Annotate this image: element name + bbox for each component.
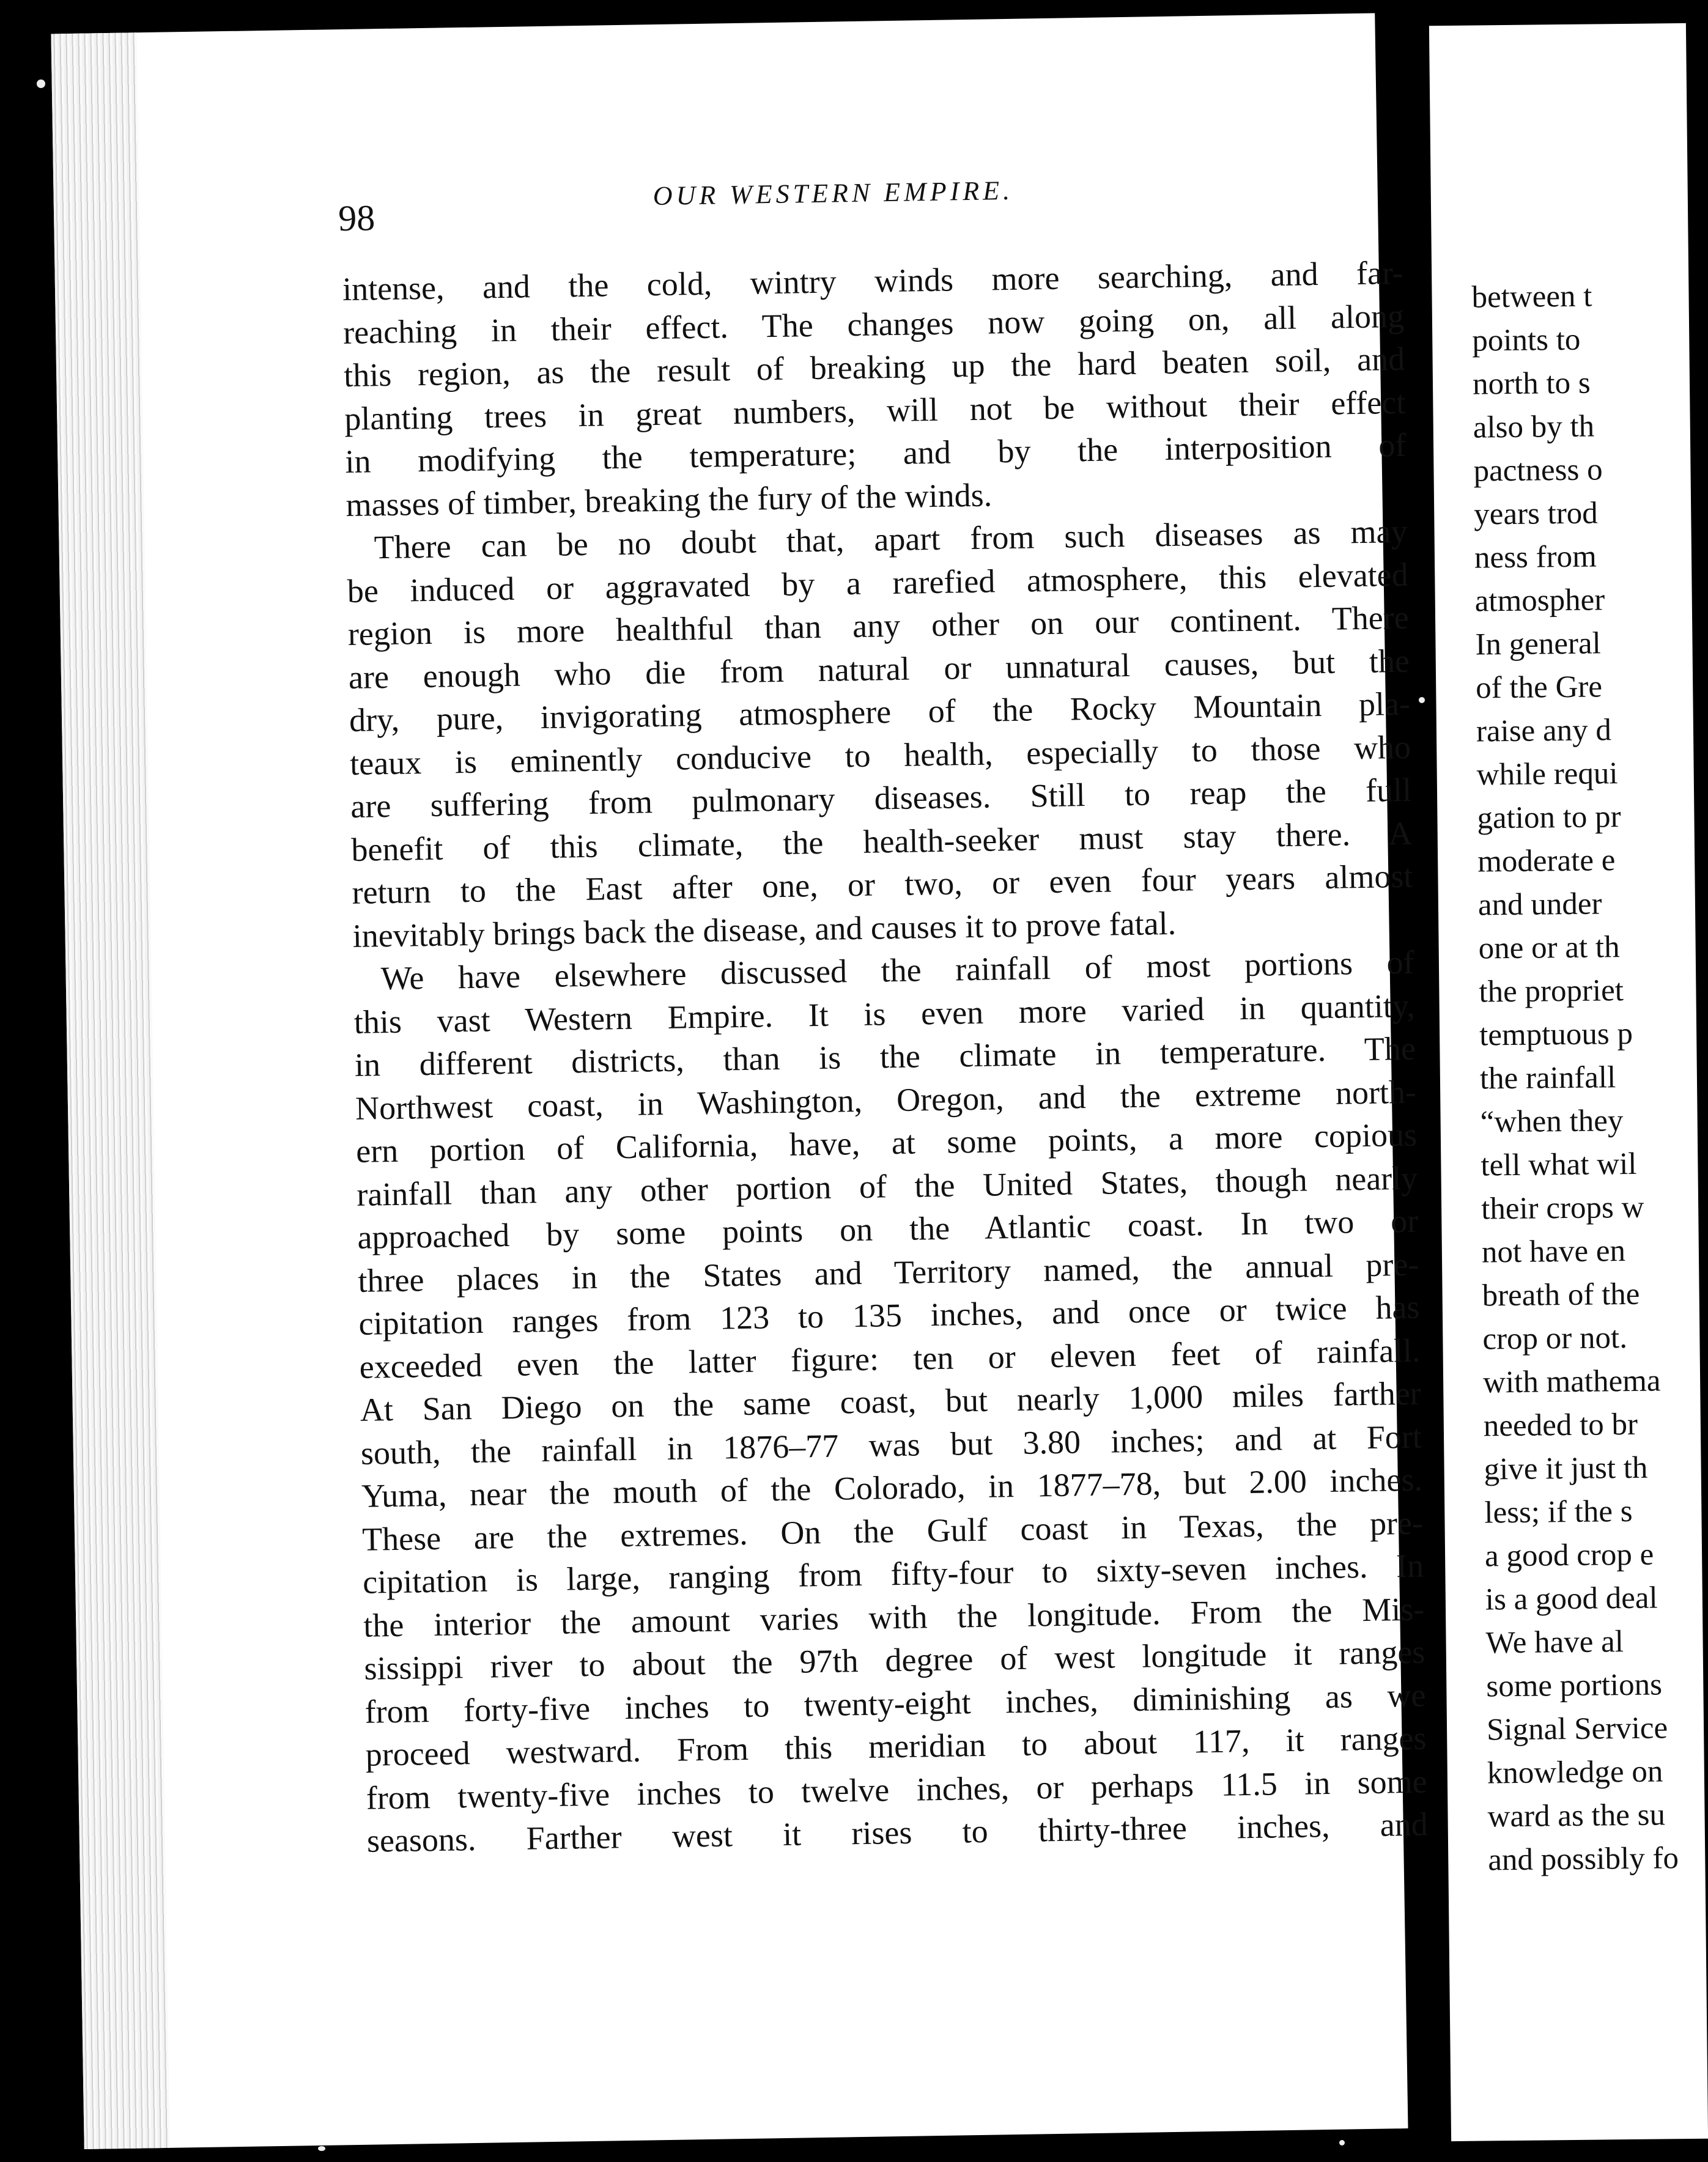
text-line: rainfall than any other portion of the United States, though nearly [356,1159,1418,1213]
text-line: benefit of this climate, the health-seeker must stay there. A [350,814,1413,868]
text-line: give it just th [1484,1450,1648,1487]
text-line: between t [1471,279,1592,315]
text-line: one or at th [1478,930,1620,966]
text-line: this region, as the result of breaking up the hard beaten soil, and [343,340,1405,394]
scan-speck [1339,2140,1345,2145]
right-page-text [1471,274,1679,1882]
text-line: this vast Western Empire. It is even more varied in quantity, [353,987,1416,1041]
text-line: atmospher [1474,583,1605,619]
text-line: are enough who die from natural or unnatural causes, but the [348,642,1410,696]
text-line: exceeded even the latter figure: ten or eleven feet of rainfall. [359,1332,1421,1385]
text-line: At San Diego on the same coast, but nearly 1,000 miles farther [360,1374,1422,1428]
text-line: from forty-five inches to twenty-eight inches, diminishing as we [364,1677,1426,1730]
text-line: the rainfall [1479,1060,1616,1096]
text-line: in modifying the temperature; and by the interposition of [345,426,1407,481]
text-line: south, the rainfall in 1876–77 was but 3.80 inches; and at Fort [360,1418,1422,1472]
text-line: Northwest coast, in Washington, Oregon, and the extreme north- [355,1073,1417,1127]
text-line: Signal Service [1486,1711,1668,1747]
text-line: from twenty-five inches to twelve inches, or perhaps 11.5 in some [366,1763,1428,1817]
text-line: and under [1477,887,1602,923]
text-line: knowledge on [1487,1754,1663,1791]
text-line: temptuous p [1479,1016,1633,1053]
text-line: not have en [1481,1234,1626,1270]
text-line: There can be no doubt that, apart from such diseases as may [374,512,1408,566]
text-line: needed to br [1483,1407,1638,1444]
text-line: a good crop e [1484,1537,1654,1574]
text-line: We have elsewhere discussed the rainfall of most portions of [380,943,1415,997]
text-line: breath of the [1482,1277,1640,1313]
text-line: some portions [1486,1667,1663,1704]
text-line: while requi [1476,756,1618,792]
text-line: ward as the su [1487,1798,1666,1834]
text-line: north to s [1472,366,1591,402]
text-line: dry, pure, invigorating atmosphere of the Rocky Mountain pla- [349,685,1411,739]
body-text [342,251,1429,1862]
text-line: pactness o [1473,452,1603,489]
text-line: and possibly fo [1488,1841,1679,1878]
text-line: cipitation is large, ranging from fifty-four to sixty-seven inches. In [362,1547,1424,1601]
text-line: ern portion of California, have, at some points, a more copious [355,1116,1418,1170]
page-number: 98 [338,197,375,239]
text-line: is a good deal [1485,1581,1658,1617]
text-line: also by th [1473,409,1595,445]
scan-speck [1419,697,1425,703]
text-line: crop or not. [1482,1321,1628,1357]
text-line: These are the extremes. On the Gulf coast in Texas, the pre- [361,1504,1424,1558]
text-line: We have al [1485,1625,1624,1661]
scan-speck [318,2146,325,2151]
text-line: ness from [1474,539,1597,575]
text-line: cipitation ranges from 123 to 135 inches, and once or twice has [358,1288,1420,1342]
text-line: approached by some points on the Atlantic coast. In two or [357,1202,1419,1256]
text-line: with mathema [1482,1363,1661,1400]
scan-speck [37,79,45,88]
left-page [51,13,1429,2149]
text-line: Yuma, near the mouth of the Colorado, in 1877–78, but 2.00 inches. [361,1461,1423,1515]
text-line: sissippi river to about the 97th degree of west longitude it ranges [364,1633,1425,1687]
right-page [1429,23,1708,2141]
text-line: years trod [1473,496,1599,532]
text-line: three places in the States and Territory named, the annual pre- [358,1245,1419,1299]
text-line: masses of timber, breaking the fury of the winds. [346,476,993,523]
text-line: teaux is eminently conducive to health, especially to those who [349,728,1411,782]
text-line: the propriet [1479,973,1624,1009]
text-line: inevitably brings back the disease, and causes it to prove fatal. [352,904,1177,954]
text-line: are suffering from pulmonary diseases. Still to reap the full [350,771,1412,825]
text-line: reaching in their effect. The changes now going on, all along [342,297,1405,351]
text-line: In general [1475,626,1602,662]
text-line: less; if the s [1484,1494,1633,1530]
text-line: planting trees in great numbers, will not be without their effect [344,383,1406,437]
text-line: be induced or aggravated by a rarefied atmosphere, this elevated [347,556,1409,610]
text-line: moderate e [1477,843,1616,879]
running-head: OUR WESTERN EMPIRE. [653,175,1014,212]
text-line: intense, and the cold, wintry winds more searching, and far- [342,254,1404,308]
text-line: of the Gre [1475,670,1603,706]
text-line: the interior the amount varies with the longitude. From the Mis- [363,1590,1425,1644]
text-line: raise any d [1476,713,1612,749]
text-line: region is more healthful than any other on our continent. There [347,599,1410,652]
text-line: in different districts, than is the climate in temperature. The [354,1030,1416,1083]
text-line: proceed westward. From this meridian to about 117, it ranges [365,1719,1427,1773]
text-line: seasons. Farther west it rises to thirty-three inches, and [366,1806,1429,1859]
text-line: their crops w [1481,1190,1644,1227]
text-line: return to the East after one, or two, or even four years almost [352,857,1413,911]
text-line: tell what wil [1481,1146,1637,1183]
text-line: points to [1472,322,1581,358]
text-line: “when they [1480,1104,1624,1140]
page-edge-stack [51,32,169,2149]
text-line: gation to pr [1477,800,1621,836]
